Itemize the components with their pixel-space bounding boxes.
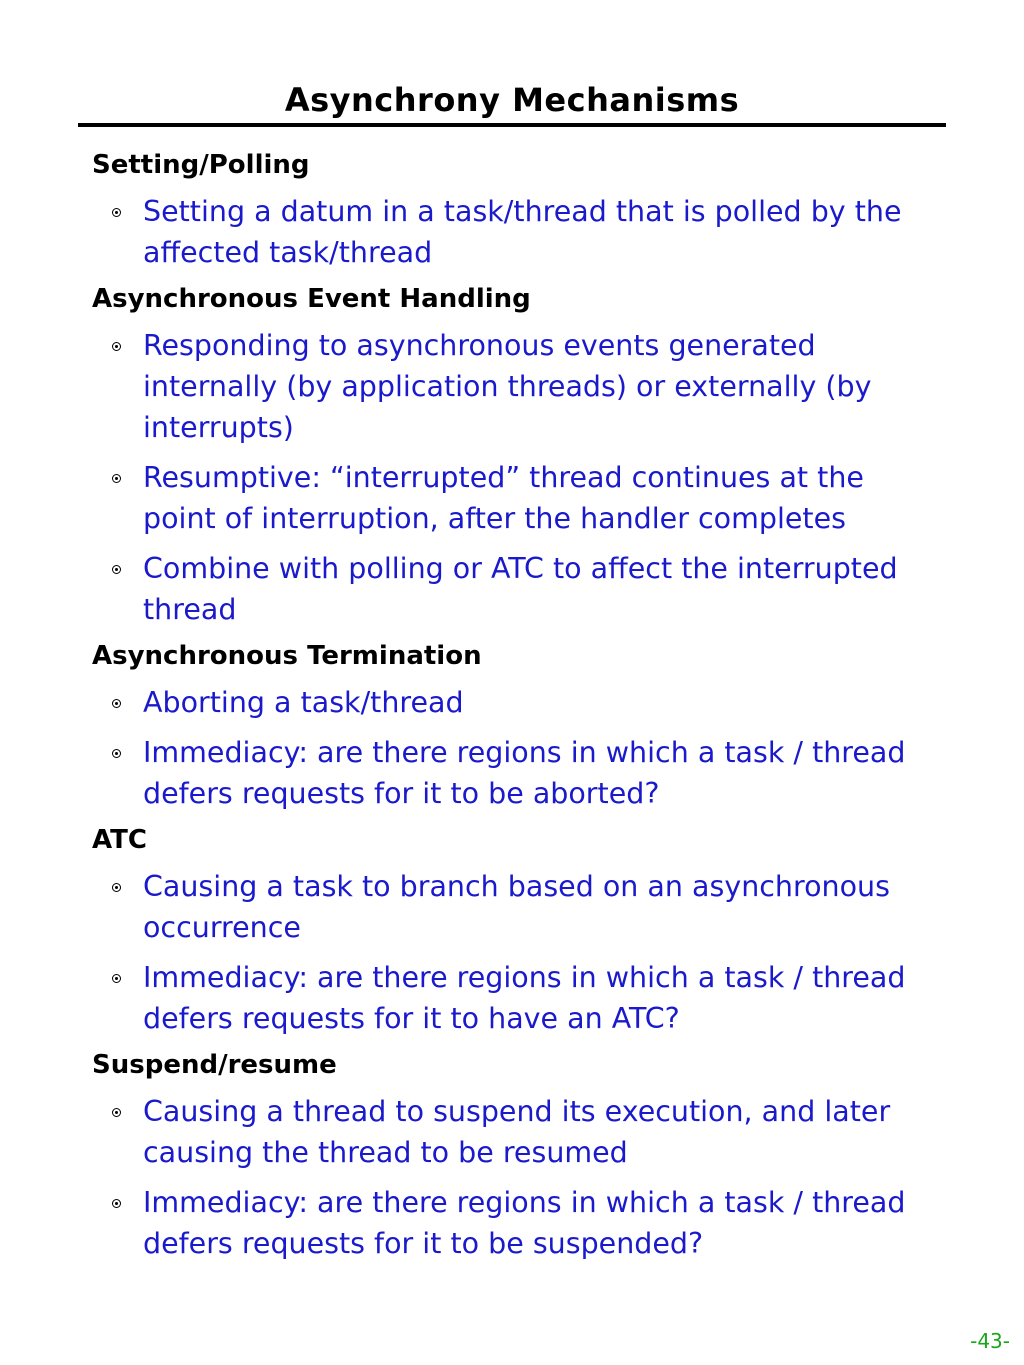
bullet-list bbox=[92, 325, 922, 630]
bullet-icon bbox=[112, 974, 121, 983]
bullet-text: Responding to asynchronous events generated internally (by application threads) or externally (by interrupts) bbox=[143, 329, 872, 444]
section-async-termination bbox=[92, 636, 922, 814]
bullet-icon bbox=[112, 342, 121, 351]
bullet-item bbox=[92, 866, 922, 948]
bullet-text: Resumptive: “interrupted” thread continues at the point of interruption, after the handler completes bbox=[143, 461, 864, 535]
slide-title: Asynchrony Mechanisms bbox=[284, 81, 740, 119]
bullet-text: Setting a datum in a task/thread that is polled by the affected task/thread bbox=[143, 195, 902, 269]
bullet-text: Combine with polling or ATC to affect the interrupted thread bbox=[143, 552, 898, 626]
bullet-list bbox=[92, 191, 922, 273]
section-heading: ATC bbox=[92, 825, 147, 855]
section-heading: Asynchronous Termination bbox=[92, 641, 482, 671]
title-underline bbox=[78, 123, 946, 127]
section-suspend-resume bbox=[92, 1045, 922, 1264]
bullet-icon bbox=[112, 1199, 121, 1208]
bullet-text: Immediacy: are there regions in which a task / thread defers requests for it to have an ATC? bbox=[143, 961, 906, 1035]
section-atc bbox=[92, 820, 922, 1039]
section-heading: Suspend/resume bbox=[92, 1050, 337, 1080]
section-heading: Setting/Polling bbox=[92, 150, 310, 180]
bullet-item bbox=[92, 957, 922, 1039]
bullet-item bbox=[92, 1091, 922, 1173]
slide-content bbox=[92, 145, 922, 1264]
bullet-item bbox=[92, 325, 922, 448]
bullet-item bbox=[92, 732, 922, 814]
section-async-event-handling bbox=[92, 279, 922, 630]
bullet-text: Causing a thread to suspend its execution, and later causing the thread to be resumed bbox=[143, 1095, 891, 1169]
bullet-item bbox=[92, 457, 922, 539]
bullet-list bbox=[92, 866, 922, 1039]
bullet-icon bbox=[112, 749, 121, 758]
bullet-list bbox=[92, 1091, 922, 1264]
bullet-icon bbox=[112, 565, 121, 574]
bullet-text: Aborting a task/thread bbox=[143, 686, 464, 719]
bullet-icon bbox=[112, 474, 121, 483]
bullet-icon bbox=[112, 1108, 121, 1117]
bullet-item bbox=[92, 1182, 922, 1264]
bullet-icon bbox=[112, 699, 121, 708]
bullet-item bbox=[92, 191, 922, 273]
section-heading: Asynchronous Event Handling bbox=[92, 284, 531, 314]
section-setting-polling bbox=[92, 145, 922, 273]
bullet-text: Immediacy: are there regions in which a task / thread defers requests for it to be suspended? bbox=[143, 1186, 906, 1260]
bullet-text: Causing a task to branch based on an asynchronous occurrence bbox=[143, 870, 890, 944]
bullet-icon bbox=[112, 883, 121, 892]
page-number: -43- bbox=[970, 1329, 1010, 1353]
bullet-icon bbox=[112, 208, 121, 217]
bullet-item bbox=[92, 682, 922, 723]
bullet-list bbox=[92, 682, 922, 814]
bullet-item bbox=[92, 548, 922, 630]
bullet-text: Immediacy: are there regions in which a task / thread defers requests for it to be aborted? bbox=[143, 736, 906, 810]
